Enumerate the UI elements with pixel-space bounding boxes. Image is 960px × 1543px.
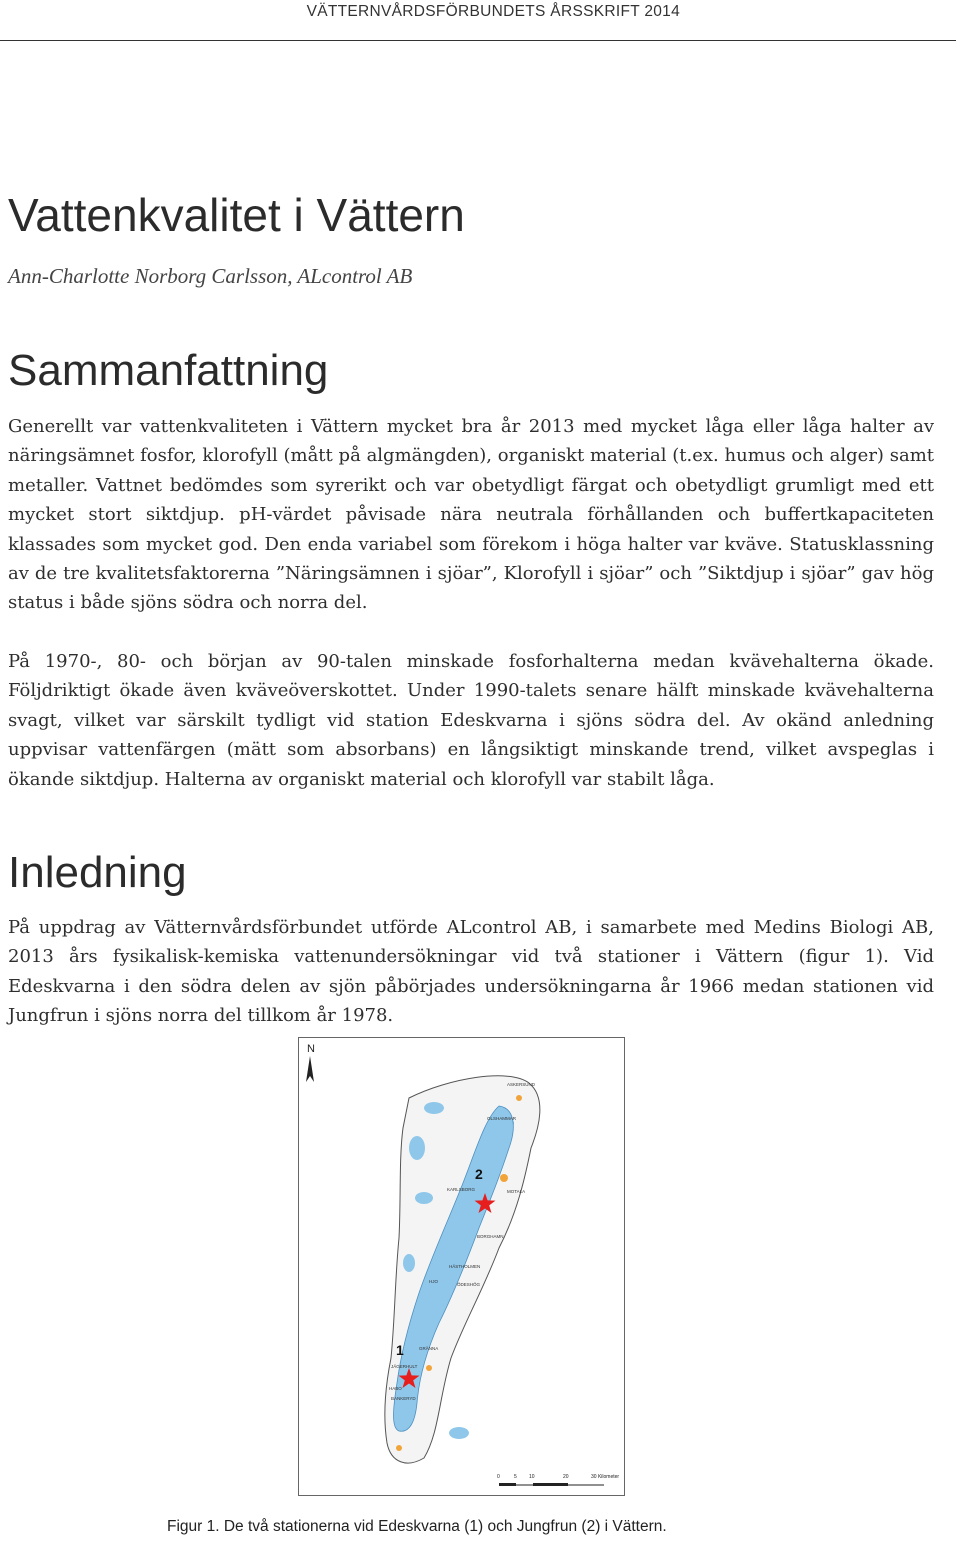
small-lake — [403, 1254, 415, 1272]
intro-heading: Inledning — [8, 848, 187, 897]
intro-paragraph-1: På uppdrag av Vätternvårdsförbundet utförde ALcontrol AB, i samarbete med Medins Biologi AB, 2013 års fysikalisk-kemiska vattenundersökningar vid två stationer i Vättern (figur 1). Vid Edeskvarna i den södra delen av sjön påbörjades undersökningarna år 1966 medan stationen vid Jungfrun i sjöns norra del tillkom år 1978. — [8, 917, 934, 1027]
place-label: HABO — [389, 1386, 402, 1391]
urban-area — [396, 1445, 402, 1451]
figure-caption: Figur 1. De två stationerna vid Edeskvarna (1) och Jungfrun (2) i Vättern. — [167, 1518, 667, 1535]
place-label: OLSHAMMAR — [487, 1116, 517, 1121]
north-arrow-icon — [306, 1056, 314, 1082]
summary-paragraph-2: På 1970-, 80- och början av 90-talen minskade fosforhalterna medan kvävehalterna ökade. Följdriktigt ökade även kväveöverskottet. Under 1990-talets senare hälft minskade kvävehalterna svagt, vilket var särskilt tydligt vid station Edeskvarna i sjöns södra del. Av okänd anledning uppvisar vattenfärgen (mätt som absorbans) en långsiktigt minskande trend, vilket avspeglas i ökande siktdjup. Halterna av organiskt material och klorofyll var stabilt låga. — [8, 651, 934, 790]
scale-tick: 20 — [563, 1474, 569, 1480]
small-lake — [449, 1427, 469, 1439]
place-label: KARLSBORG — [447, 1187, 476, 1192]
urban-area — [500, 1174, 508, 1182]
scale-tick: 5 — [514, 1474, 517, 1480]
station-number: 2 — [475, 1166, 483, 1182]
small-lake — [424, 1102, 444, 1114]
place-label: BANKERYD — [391, 1396, 416, 1401]
header-title: VÄTTERNVÅRDSFÖRBUNDETS ÅRSSKRIFT 2014 — [306, 3, 680, 20]
running-header — [0, 0, 956, 41]
scale-tick: 30 Kilometer — [591, 1474, 620, 1480]
author-line: Ann-Charlotte Norborg Carlsson, ALcontrol AB — [8, 264, 413, 288]
small-lake — [409, 1136, 425, 1160]
place-label: GRÄNNA — [419, 1346, 439, 1351]
urban-area — [516, 1095, 522, 1101]
place-label: JÄGERHULT — [391, 1364, 418, 1369]
place-label: ASKERSUND — [507, 1082, 536, 1087]
place-label: HJO — [429, 1279, 438, 1284]
station-number: 1 — [396, 1342, 404, 1358]
urban-area — [426, 1365, 432, 1371]
station-map — [298, 1037, 625, 1496]
scale-tick: 0 — [497, 1474, 500, 1480]
page-title: Vattenkvalitet i Vättern — [8, 189, 465, 241]
map-graphic — [299, 1038, 624, 1495]
north-label: N — [307, 1043, 315, 1055]
place-label: ÖDESHÖG — [457, 1282, 481, 1287]
place-label: HÄSTHOLMEN — [449, 1264, 481, 1269]
small-lake — [415, 1192, 433, 1204]
scale-tick: 10 — [529, 1474, 535, 1480]
place-label: BORGHAMN — [477, 1234, 504, 1239]
place-label: MOTALA — [507, 1189, 526, 1194]
summary-paragraph-1: Generellt var vattenkvaliteten i Vättern mycket bra år 2013 med mycket låga eller låga halter av näringsämnet fosfor, klorofyll (mått på algmängden), organiskt material (t.ex. humus och alger) samt metaller. Vattnet bedömdes som syrerikt och var obetydligt färgat och obetydligt grumligt med ett mycket stort siktdjup. pH-värdet påvisade nära neutrala förhållanden och buffertkapaciteten klassades som mycket god. Den enda variabel som förekom i höga halter var kväve. Statusklassning av de tre kvalitetsfaktorerna ”Näringsämnen i sjöar”, Klorofyll i sjöar” och ”Siktdjup i sjöar” gav hög status i både sjöns södra och norra del. — [8, 416, 934, 614]
scale-bar — [497, 1474, 619, 1486]
summary-heading: Sammanfattning — [8, 346, 329, 395]
